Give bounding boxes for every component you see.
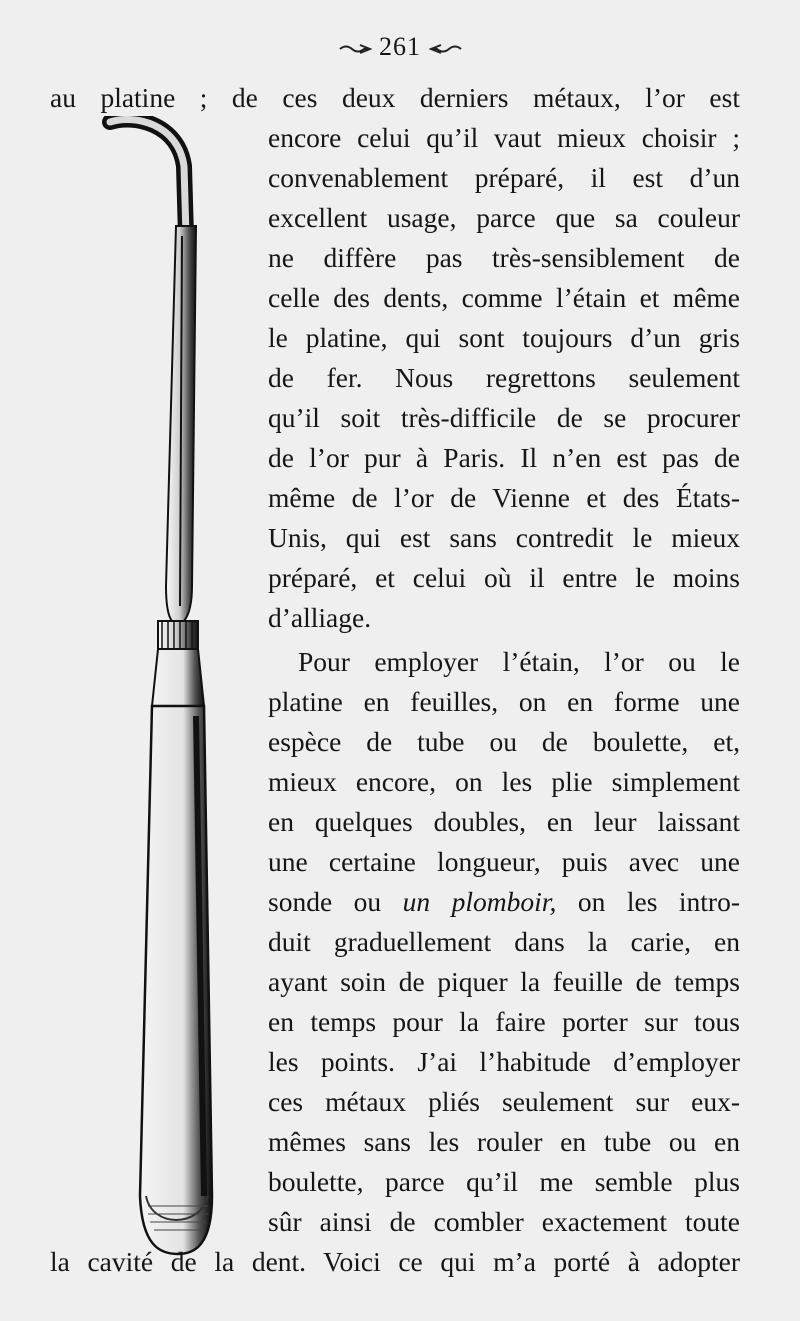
- text-line-20: une certaine longueur, puis avec une: [268, 846, 740, 877]
- text-line-23: ayant soin de piquer la feuille de temps: [268, 966, 740, 997]
- text-segment: sonde ou: [268, 886, 382, 917]
- italic-term: un plomboir,: [402, 886, 557, 917]
- text-line-18: mieux encore, on les plie simplement: [268, 766, 740, 797]
- text-line-1: au platine ; de ces deux derniers métaux, l’or est: [50, 82, 740, 113]
- page-header: [0, 32, 800, 62]
- text-line-27: mêmes sans les rouler en tube ou en: [268, 1126, 740, 1157]
- text-line-25: les points. J’ai l’habitude d’employer: [268, 1046, 740, 1077]
- text-segment: on les intro-: [577, 886, 740, 917]
- text-line-22: duit graduellement dans la carie, en: [268, 926, 740, 957]
- text-line-13: préparé, et celui où il entre le moins: [268, 562, 740, 593]
- text-line-29: sûr ainsi de combler exactement toute: [268, 1206, 740, 1237]
- text-line-4: excellent usage, parce que sa couleur: [268, 202, 740, 233]
- text-line-7: le platine, qui sont toujours d’un gris: [268, 322, 740, 353]
- text-line-6: celle des dents, comme l’étain et même: [268, 282, 740, 313]
- text-line-8: de fer. Nous regrettons seulement: [268, 362, 740, 393]
- text-line-11: même de l’or de Vienne et des États-: [268, 482, 740, 513]
- text-line-14: d’alliage.: [268, 602, 372, 633]
- text-line-5: ne diffère pas très-sensiblement de: [268, 242, 740, 273]
- text-line-3: convenablement préparé, il est d’un: [268, 162, 740, 193]
- text-line-12: Unis, qui est sans contredit le mieux: [268, 522, 740, 553]
- left-ornament-icon: [338, 43, 372, 55]
- text-line-21: [268, 882, 740, 922]
- text-line-15: Pour employer l’étain, l’or ou le: [298, 646, 740, 677]
- text-line-16: platine en feuilles, on en forme une: [268, 686, 740, 717]
- text-line-17: espèce de tube ou de boulette, et,: [268, 726, 740, 757]
- text-line-24: en temps pour la faire porter sur tous: [268, 1006, 740, 1037]
- dental-plugger-instrument-icon: [100, 116, 230, 1256]
- text-line-19: en quelques doubles, en leur laissant: [268, 806, 740, 837]
- text-line-2: encore celui qu’il vaut mieux choisir ;: [268, 122, 740, 153]
- text-line-28: boulette, parce qu’il me semble plus: [268, 1166, 740, 1197]
- text-line-9: qu’il soit très-difficile de se procurer: [268, 402, 740, 433]
- text-line-30: la cavité de la dent. Voici ce qui m’a porté à adopter: [50, 1246, 740, 1277]
- page-number: 261: [379, 32, 421, 61]
- text-line-10: de l’or pur à Paris. Il n’en est pas de: [268, 442, 740, 473]
- right-ornament-icon: [429, 43, 463, 55]
- text-line-26: ces métaux pliés seulement sur eux-: [268, 1086, 740, 1117]
